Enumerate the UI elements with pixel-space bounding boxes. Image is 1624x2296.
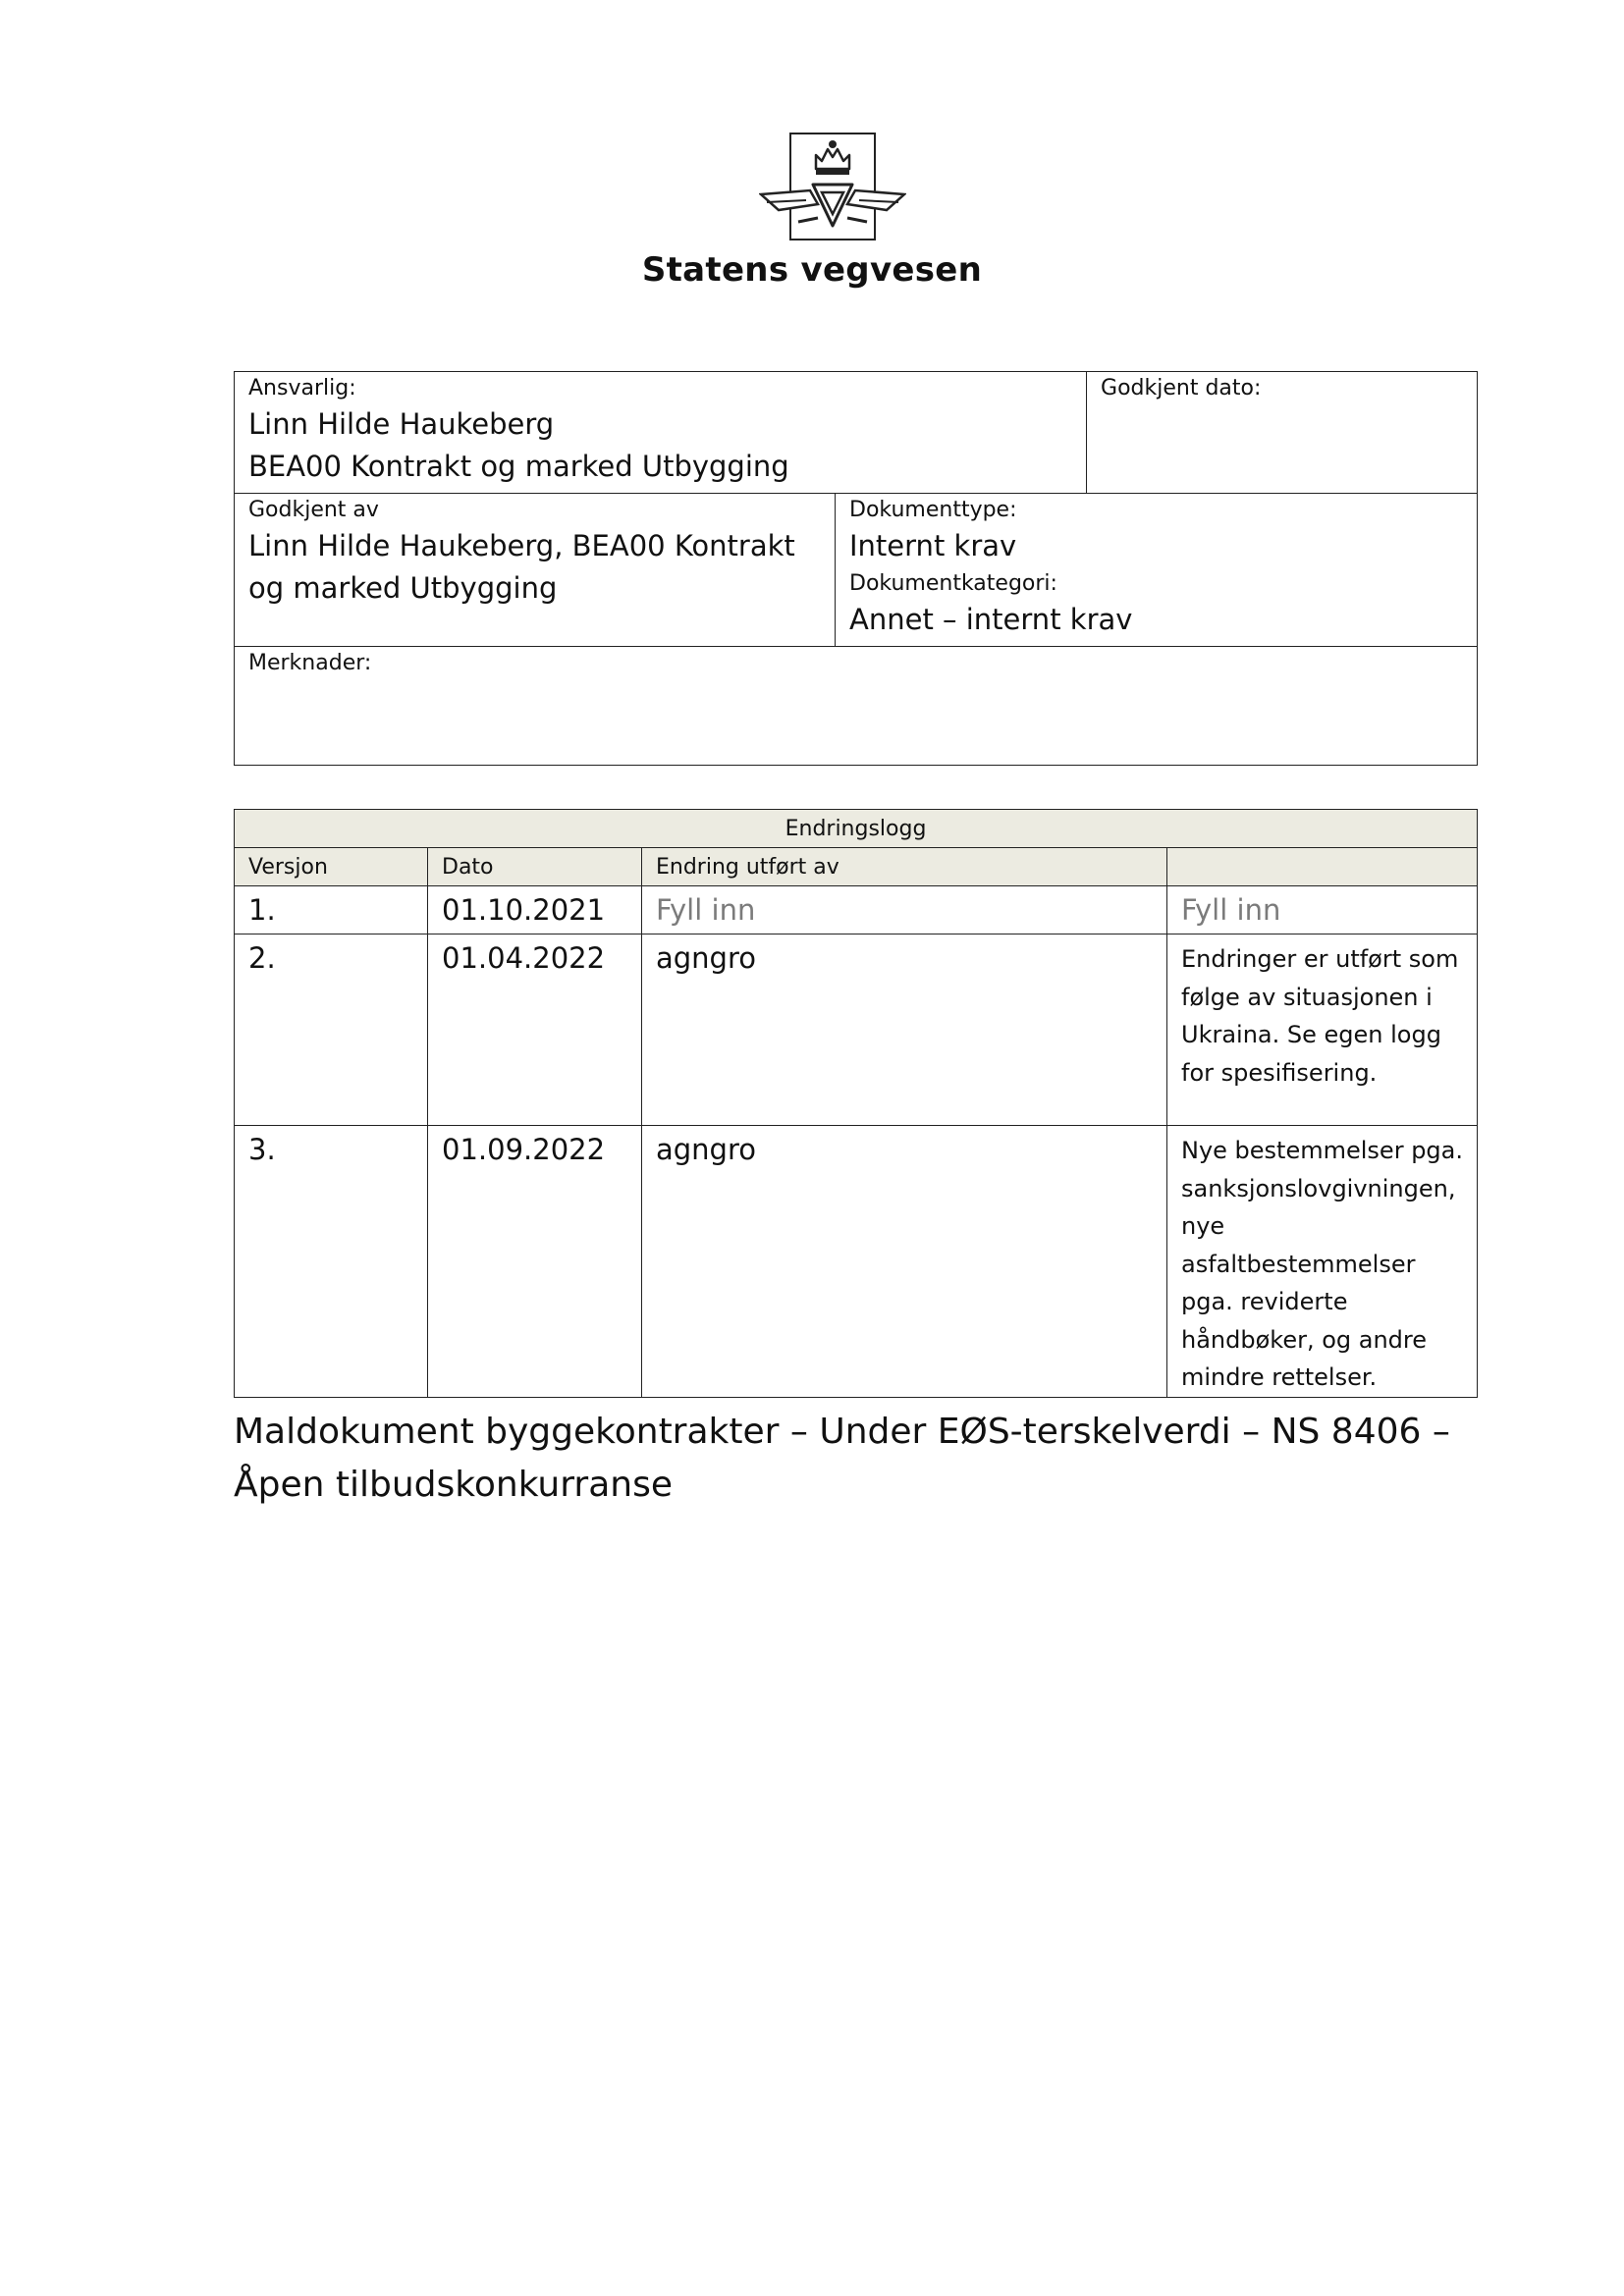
godkjent-dato-label: Godkjent dato: [1101, 376, 1262, 400]
changelog-title: Endringslogg [235, 810, 1478, 848]
table-row [235, 1126, 1478, 1398]
row-note: Fyll inn [1181, 893, 1281, 927]
organization-name: Statens vegvesen [641, 250, 983, 290]
dokumentkategori-value: Annet – internt krav [849, 603, 1133, 636]
column-header-endring-utfort-av: Endring utført av [642, 848, 1167, 886]
row-changed-by: agngro [656, 941, 756, 975]
statens-vegvesen-crest-icon [759, 132, 906, 241]
row-version: 2. [248, 941, 276, 975]
ansvarlig-label: Ansvarlig: [248, 376, 356, 400]
column-header-empty [1167, 848, 1478, 886]
column-header-versjon: Versjon [235, 848, 428, 886]
ansvarlig-cell [235, 372, 1087, 494]
row-changed-by: agngro [656, 1133, 756, 1166]
ansvarlig-unit: BEA00 Kontrakt og marked Utbygging [248, 450, 789, 483]
row-changed-by: Fyll inn [656, 893, 756, 927]
document-title: Maldokument byggekontrakter – Under EØS-terskelverdi – NS 8406 – Åpen tilbudskonkurranse [234, 1412, 1450, 1505]
row-note: Nye bestemmelser pga. sanksjonslovgivningen, nye asfaltbestemmelser pga. reviderte håndbøker, og andre mindre rettelser. [1181, 1137, 1463, 1391]
table-row [235, 934, 1478, 1126]
godkjent-dato-cell [1087, 372, 1478, 494]
ansvarlig-name: Linn Hilde Haukeberg [248, 407, 555, 441]
table-row [235, 886, 1478, 934]
column-header-dato: Dato [428, 848, 642, 886]
row-version: 1. [248, 893, 276, 927]
row-date: 01.09.2022 [442, 1133, 606, 1166]
godkjent-av-cell [235, 494, 836, 647]
godkjent-av-label: Godkjent av [248, 498, 379, 522]
row-version: 3. [248, 1133, 276, 1166]
dokumenttype-cell [836, 494, 1478, 647]
dokumentkategori-label: Dokumentkategori: [849, 571, 1057, 596]
document-metadata-table [234, 371, 1478, 766]
godkjent-av-value: Linn Hilde Haukeberg, BEA00 Kontrakt og marked Utbygging [248, 529, 795, 605]
row-date: 01.10.2021 [442, 893, 606, 927]
row-note: Endringer er utført som følge av situasjonen i Ukraina. Se egen logg for spesifisering. [1181, 945, 1459, 1087]
dokumenttype-value: Internt krav [849, 529, 1017, 562]
merknader-label: Merknader: [248, 651, 372, 675]
dokumenttype-label: Dokumenttype: [849, 498, 1017, 522]
merknader-cell [235, 647, 1478, 766]
row-date: 01.04.2022 [442, 941, 606, 975]
changelog-table [234, 809, 1478, 1398]
